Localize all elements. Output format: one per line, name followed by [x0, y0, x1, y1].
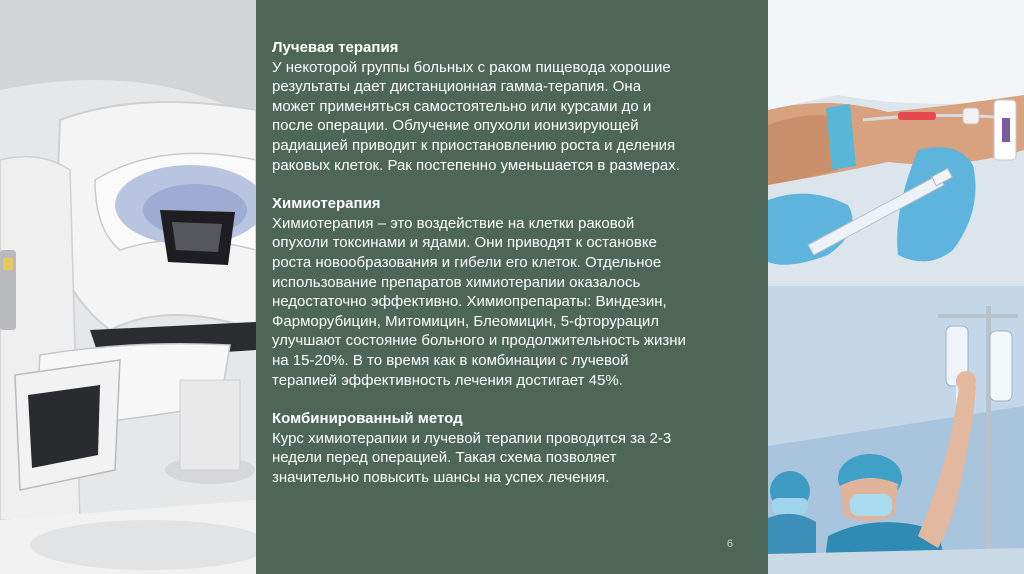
text-panel — [256, 0, 768, 574]
text-line: раковых клеток. Рак постепенно уменьшается в размерах. — [272, 156, 680, 174]
text-line: на 15-20%. В то время как в комбинации с лучевой — [272, 351, 629, 369]
text-line: терапией эффективность лечения достигает 45%. — [272, 371, 623, 389]
text-line: результаты дает дистанционная гамма-терапия. Она — [272, 78, 642, 96]
content — [272, 38, 752, 506]
text-line: может применяться самостоятельно или курсами до и — [272, 97, 652, 115]
text-line: Химиотерапия – это воздействие на клетки раковой — [272, 214, 635, 232]
section-combined-method — [272, 409, 752, 487]
text-line: после операции. Облучение опухоли ионизирующей — [272, 117, 639, 135]
section-body — [272, 429, 752, 488]
page-number: 6 — [726, 538, 733, 550]
text-line: У некоторой группы больных с раком пищевода хорошие — [272, 58, 671, 76]
section-chemotherapy — [272, 194, 752, 390]
text-line: опухоли токсинами и ядами. Они приводят к остановке — [272, 234, 657, 252]
section-heading: Химиотерапия — [272, 195, 381, 213]
text-line: радиацией приводит к приостановлению роста и деления — [272, 136, 676, 154]
text-line: недели перед операцией. Такая схема позволяет — [272, 449, 617, 467]
iv-injection-arm-photo — [768, 0, 1024, 286]
text-line: использование препаратов химиотерапии оказалось — [272, 273, 641, 291]
section-body — [272, 58, 752, 176]
section-heading: Лучевая терапия — [272, 39, 399, 56]
text-line: роста новообразования и гибели его клеток. Отдельное — [272, 253, 662, 271]
section-radiation-therapy — [272, 38, 752, 175]
text-line: значительно повысить шансы на успех лечения. — [272, 468, 610, 486]
text-line: Фарморубицин, Митомицин, Блеомицин, 5-фторурацил — [272, 312, 660, 330]
section-body — [272, 214, 752, 390]
medical-staff-iv-drip-photo — [768, 286, 1024, 574]
section-heading: Комбинированный метод — [272, 410, 463, 428]
text-line: Курс химиотерапии и лучевой терапии проводится за 2-3 — [272, 429, 672, 447]
radiation-therapy-machine-photo — [0, 0, 256, 574]
text-line: улучшают состояние больного и продолжительность жизни — [272, 332, 686, 350]
text-line: недостаточно эффективно. Химиопрепараты: Виндезин, — [272, 293, 667, 311]
